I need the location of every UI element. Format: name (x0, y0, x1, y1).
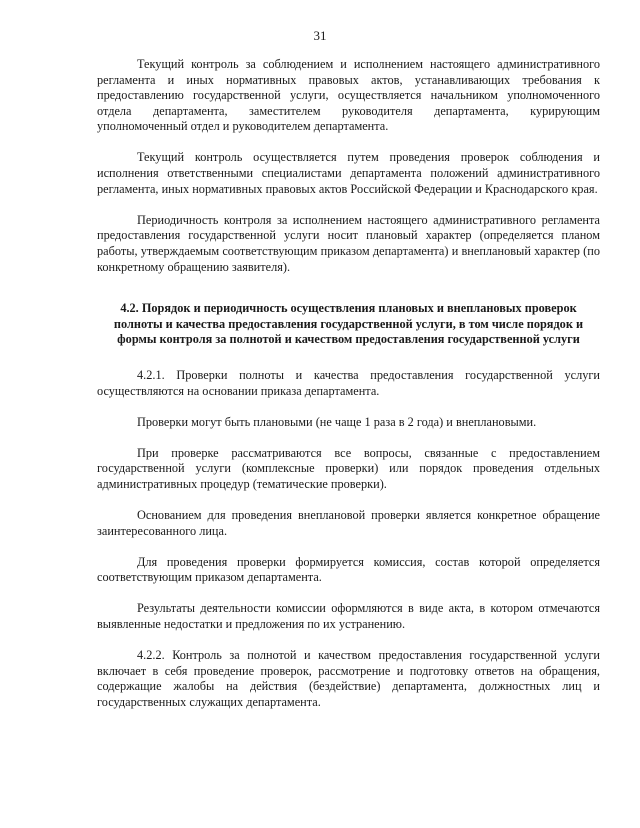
paragraph-current-control-responsible: Текущий контроль за соблюдением и исполнением настоящего административного регламента и иных нормативных правовых актов, устанавливающих требования к предоставлению государственной услуги, осуществляется начальником уполномоченного отдела департамента, заместителем руководителя департамента, курирующим уполномоченный отдел и руководителем департамента. (97, 57, 600, 134)
paragraph-control-periodicity: Периодичность контроля за исполнением настоящего административного регламента предоставления государственной услуги носит плановый характер (определяется планом работы, утверждаемым соответствующим приказом департамента) и внеплановый характер (по конкретному обращению заявителя). (97, 212, 600, 274)
section-heading-4-2: 4.2. Порядок и периодичность осуществления плановых и внеплановых проверок полноты и качества предоставления государственной услуги, в том числе порядок и формы контроля за полнотой и качеством предоставления государственной услуги (113, 301, 584, 347)
paragraph-commission-results: Результаты деятельности комиссии оформляются в виде акта, в котором отмечаются выявленные недостатки и предложения по их устранению. (97, 601, 600, 631)
document-body (97, 57, 600, 710)
paragraph-4-2-1: 4.2.1. Проверки полноты и качества предоставления государственной услуги осуществляются на основании приказа департамента. (97, 367, 600, 398)
paragraph-4-2-2: 4.2.2. Контроль за полнотой и качеством предоставления государственной услуги включает в себя проведение проверок, рассмотрение и подготовку ответов на обращения, содержащие жалобы на действия (бездействие) департамента, должностных лиц и государственных служащих департамента. (97, 648, 600, 709)
paragraph-unscheduled-basis: Основанием для проведения внеплановой проверки является конкретное обращение заинтересованного лица. (97, 507, 600, 538)
paragraph-inspection-types: Проверки могут быть плановыми (не чаще 1 раза в 2 года) и внеплановыми. (137, 414, 537, 429)
paragraph-commission: Для проведения проверки формируется комиссия, состав которой определяется соответствующим приказом департамента. (97, 554, 600, 585)
paragraph-inspection-scope: При проверке рассматриваются все вопросы, связанные с предоставлением государственной услуги (комплексные проверки) или порядок проведения отдельных административных процедур (тематические проверки). (97, 445, 600, 491)
paragraph-current-control-method: Текущий контроль осуществляется путем проведения проверок соблюдения и исполнения ответственными специалистами департамента положений административного регламента, иных нормативных правовых актов Российской Федерации и Краснодарского края. (97, 150, 600, 196)
page-number: 31 (313, 28, 327, 43)
